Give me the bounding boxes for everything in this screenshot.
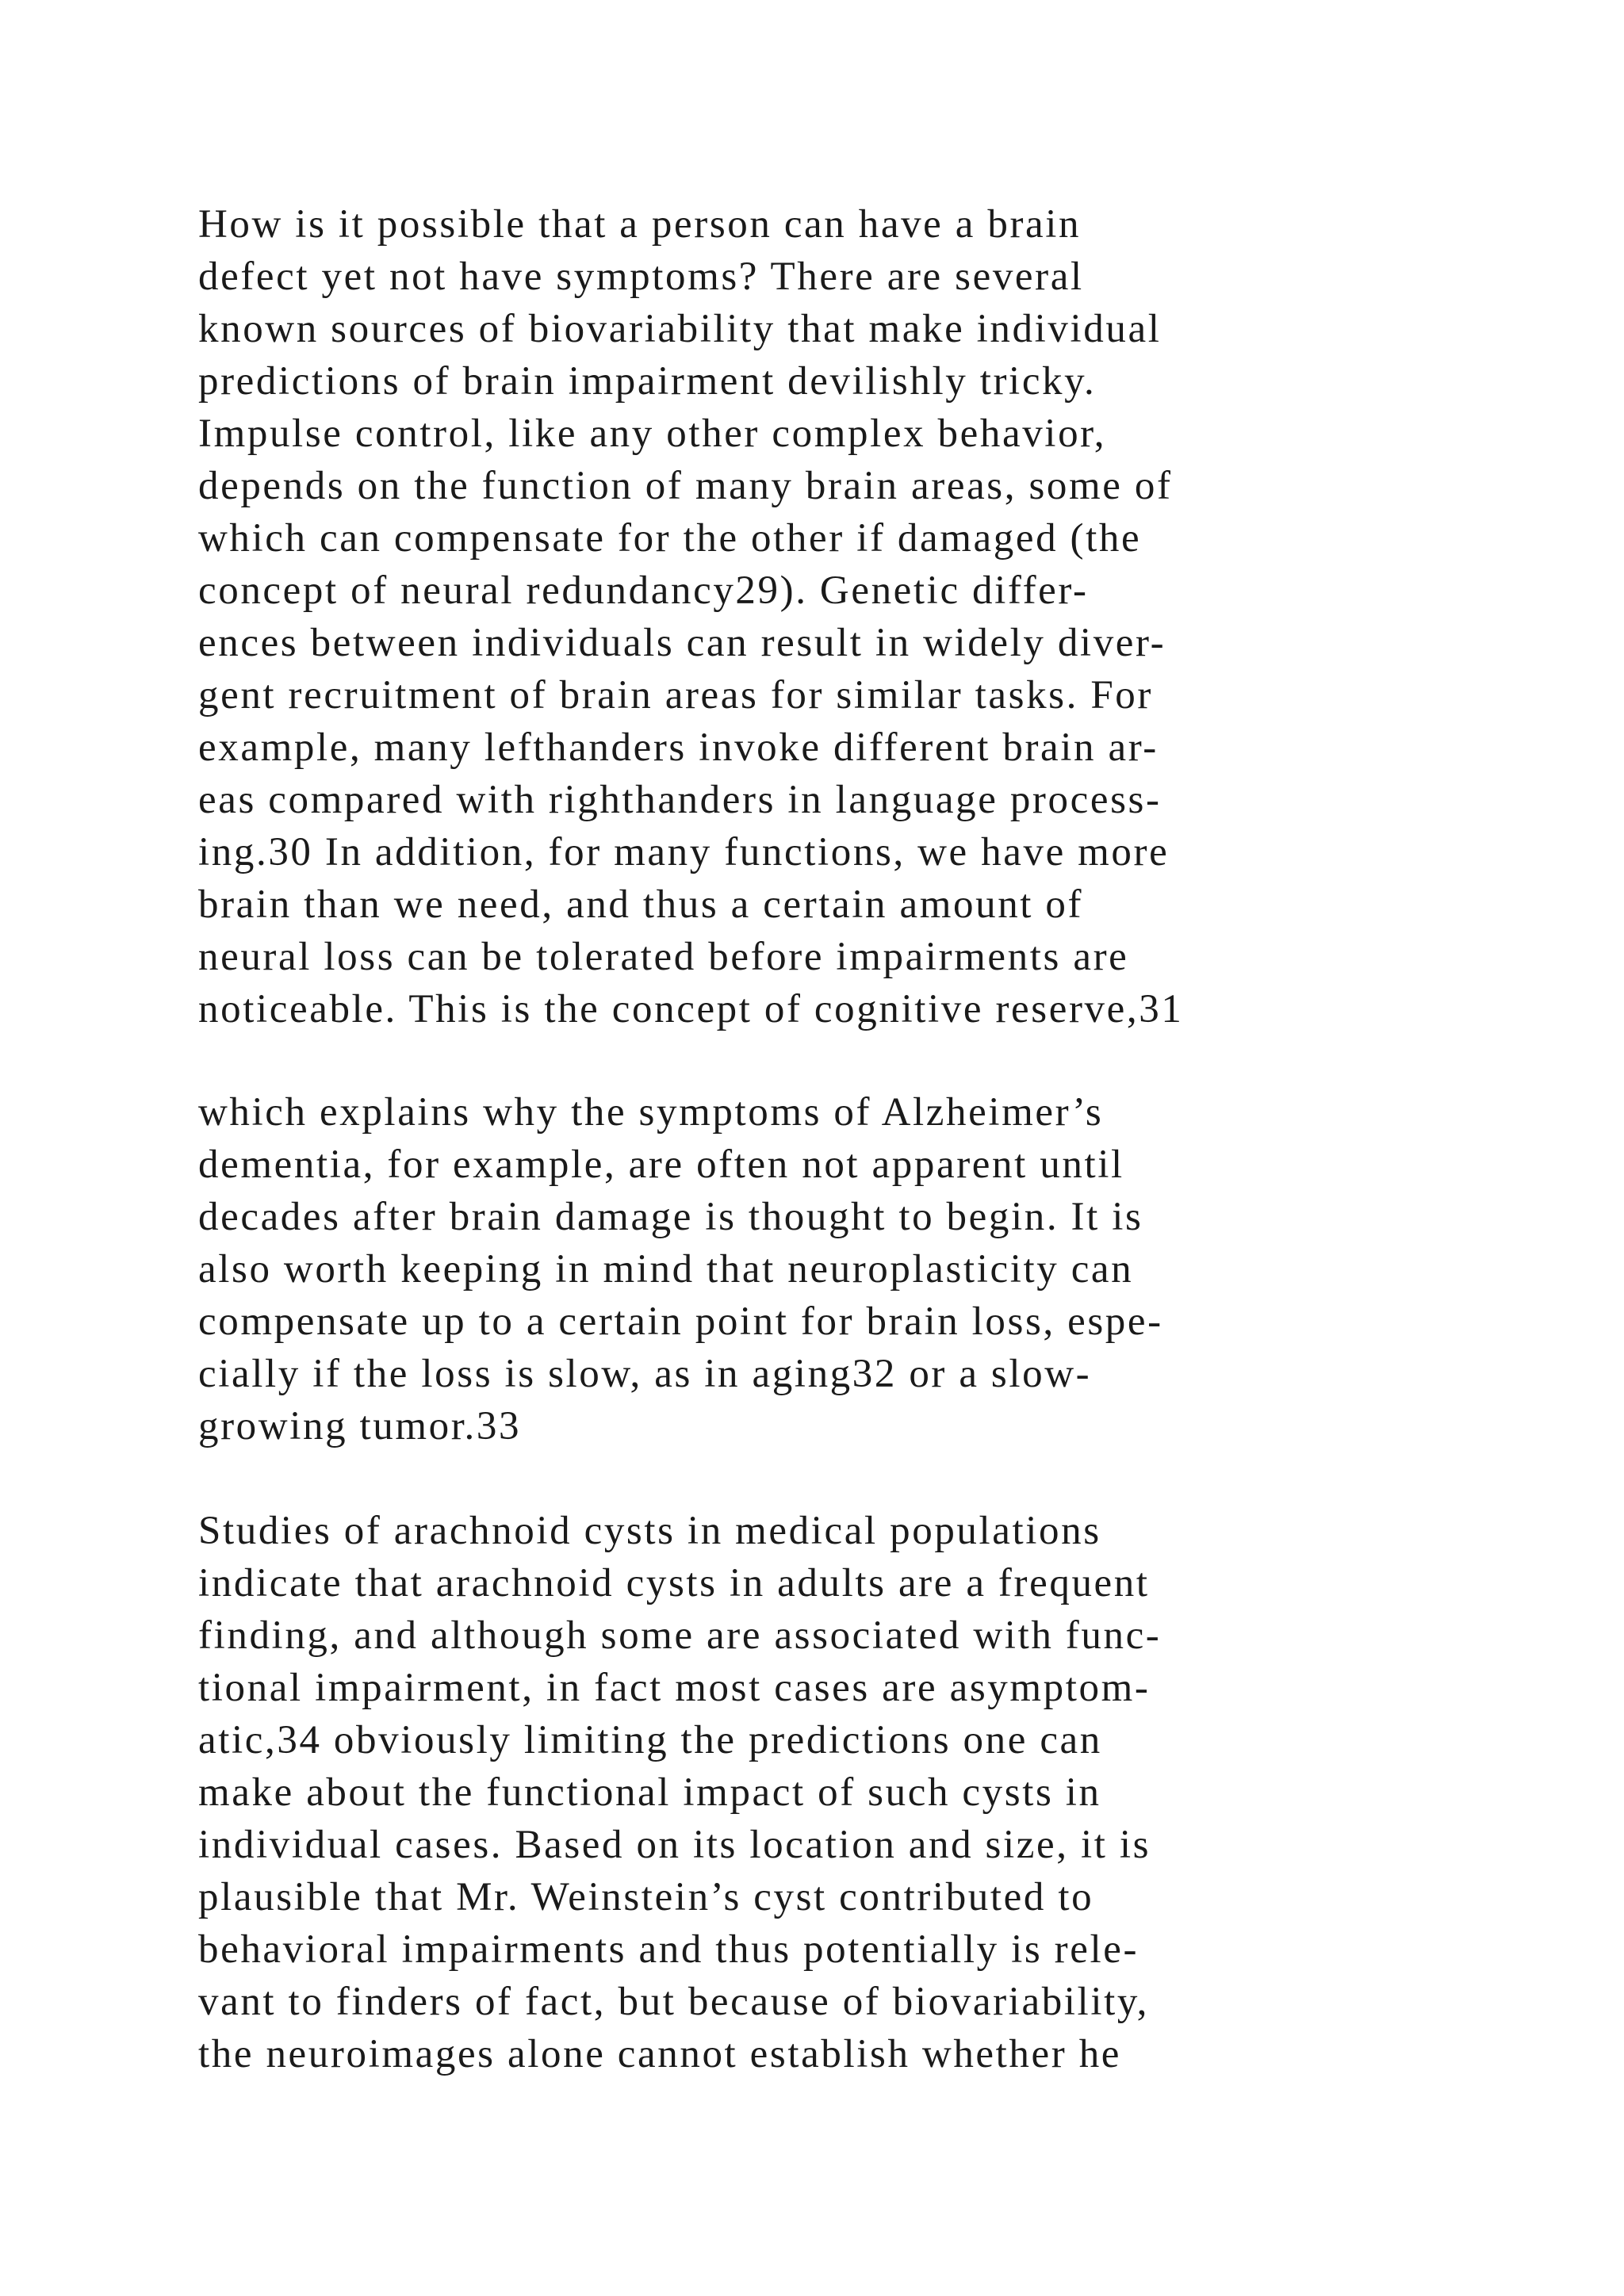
text-line: cially if the loss is slow, as in aging32 or a slow-: [198, 1352, 1092, 1396]
paragraph-alzheimers: [198, 1086, 1507, 1452]
text-line: which can compensate for the other if damaged (the: [198, 516, 1142, 561]
text-line: defect yet not have symptoms? There are several: [198, 254, 1084, 299]
text-line: compensate up to a certain point for brain loss, espe-: [198, 1299, 1163, 1344]
text-line: noticeable. This is the concept of cognitive reserve,31: [198, 987, 1184, 1031]
text-line: the neuroimages alone cannot establish whether he: [198, 2032, 1122, 2076]
paragraph-arachnoid-cysts: [198, 1505, 1507, 2080]
text-line: brain than we need, and thus a certain amount of: [198, 882, 1084, 927]
text-line: dementia, for example, are often not apparent until: [198, 1142, 1124, 1187]
text-line: vant to finders of fact, but because of biovariability,: [198, 1980, 1150, 2024]
text-line: also worth keeping in mind that neuroplasticity can: [198, 1247, 1134, 1292]
text-line: growing tumor.33: [198, 1404, 522, 1448]
paragraph-biovariability: [198, 198, 1507, 1035]
text-line: ing.30 In addition, for many functions, we have more: [198, 830, 1170, 874]
text-line: concept of neural redundancy29). Genetic differ-: [198, 568, 1089, 613]
text-line: depends on the function of many brain areas, some of: [198, 464, 1173, 508]
text-line: behavioral impairments and thus potentially is rele-: [198, 1927, 1139, 1972]
text-line: predictions of brain impairment devilishly tricky.: [198, 359, 1097, 404]
text-line: example, many lefthanders invoke different brain ar-: [198, 725, 1159, 770]
text-line: eas compared with righthanders in language process-: [198, 778, 1162, 822]
text-line: ences between individuals can result in widely diver-: [198, 621, 1166, 665]
text-line: individual cases. Based on its location and size, it is: [198, 1823, 1151, 1867]
text-line: How is it possible that a person can have a brain: [198, 202, 1082, 247]
text-line: decades after brain damage is thought to begin. It is: [198, 1195, 1143, 1239]
text-line: finding, and although some are associated with func-: [198, 1613, 1162, 1658]
text-line: atic,34 obviously limiting the predictions one can: [198, 1718, 1102, 1762]
text-line: Impulse control, like any other complex behavior,: [198, 411, 1107, 456]
text-line: plausible that Mr. Weinstein’s cyst contributed to: [198, 1875, 1094, 1919]
text-line: gent recruitment of brain areas for similar tasks. For: [198, 673, 1153, 718]
text-line: tional impairment, in fact most cases are asymptom-: [198, 1666, 1151, 1710]
text-line: make about the functional impact of such cysts in: [198, 1770, 1101, 1815]
text-line: Studies of arachnoid cysts in medical populations: [198, 1509, 1101, 1553]
text-line: known sources of biovariability that make individual: [198, 307, 1162, 351]
text-line: which explains why the symptoms of Alzheimer’s: [198, 1090, 1104, 1135]
text-line: neural loss can be tolerated before impairments are: [198, 935, 1129, 979]
text-line: indicate that arachnoid cysts in adults are a frequent: [198, 1561, 1150, 1605]
